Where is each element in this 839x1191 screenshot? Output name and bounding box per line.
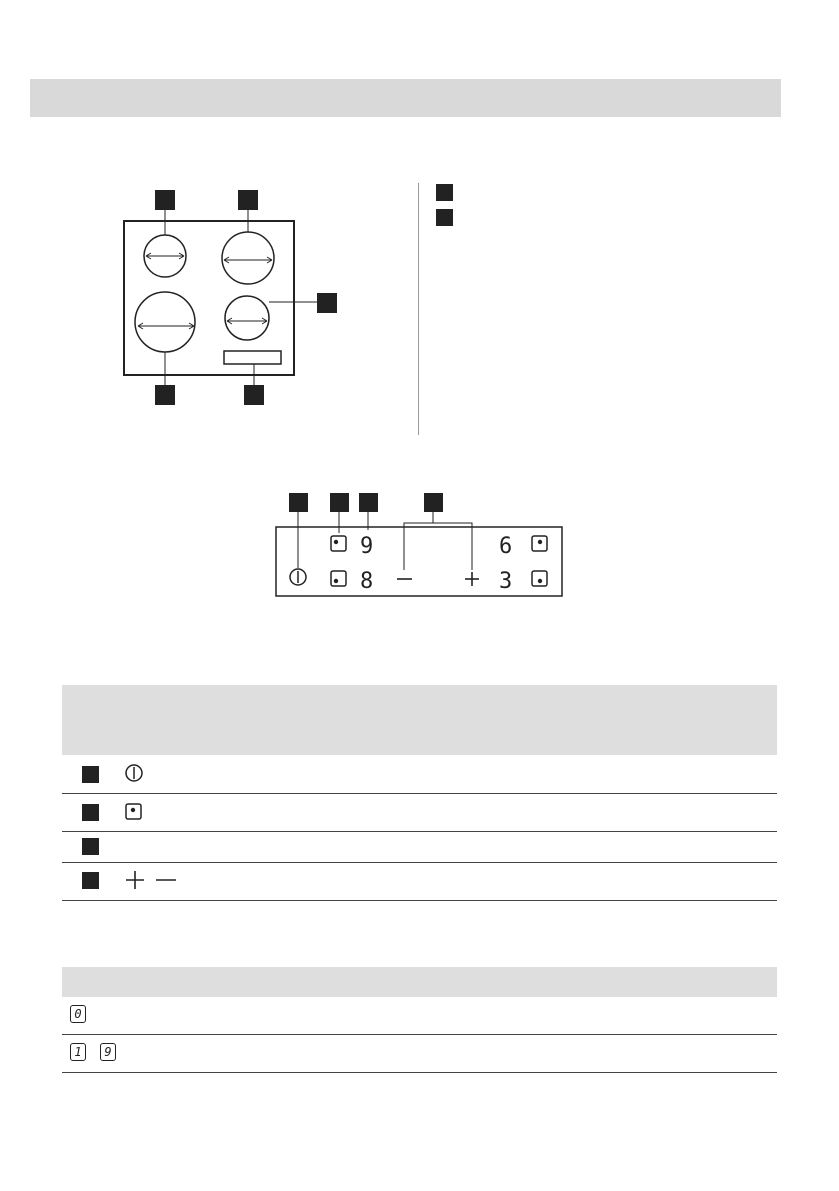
- plus-minus-icons: [124, 869, 184, 891]
- callout-marker: [155, 190, 175, 210]
- callout-marker: [317, 293, 337, 313]
- table-row: [62, 755, 777, 794]
- callout-marker: [330, 493, 349, 512]
- control-panel-outline: [224, 351, 281, 364]
- table-header: [62, 685, 777, 755]
- on-off-icon: [124, 763, 144, 783]
- row-marker: [82, 804, 99, 821]
- cooking-zone-small: [225, 296, 318, 340]
- row-marker: [82, 872, 99, 889]
- table-header: [62, 967, 777, 997]
- section-header-bar: [30, 79, 781, 117]
- plus-icon: [465, 572, 479, 586]
- legend-marker: [436, 209, 453, 226]
- display-table: [62, 967, 777, 1075]
- display-digit: 9: [360, 534, 374, 559]
- display-digit-icon: 9: [100, 1043, 116, 1061]
- row-marker: [82, 838, 99, 855]
- control-panel-diagram: [270, 490, 570, 602]
- hob-layout-diagram: [110, 185, 350, 410]
- legend-marker: [436, 184, 453, 201]
- callout-marker: [424, 493, 443, 512]
- table-row: [62, 831, 777, 863]
- cooking-zone-front-left: [144, 205, 186, 277]
- callout-marker: [155, 385, 175, 405]
- hob-zone-button: [532, 571, 547, 586]
- display-digit-icon: 1: [70, 1043, 86, 1061]
- row-marker: [82, 766, 99, 783]
- hob-zone-button: [532, 536, 547, 551]
- on-off-icon: [290, 569, 306, 585]
- function-table: [62, 685, 777, 901]
- table-row: [62, 793, 777, 832]
- table-row: [62, 997, 777, 1035]
- table-row: [62, 1034, 777, 1073]
- panel-outline: [276, 527, 562, 596]
- hob-zone-button: [331, 536, 346, 551]
- cooking-zone-large: [135, 292, 195, 388]
- hob-zone-button: [331, 571, 346, 586]
- cooking-zone-rear-right: [222, 205, 274, 284]
- column-divider: [418, 183, 419, 435]
- callout-marker: [238, 190, 258, 210]
- display-digit: 3: [499, 569, 513, 594]
- hob-outline: [124, 221, 294, 375]
- display-digit: 8: [360, 569, 374, 594]
- callout-marker: [289, 493, 308, 512]
- display-digit: 6: [499, 534, 513, 559]
- callout-marker: [244, 385, 264, 405]
- table-row: [62, 862, 777, 901]
- callout-marker: [359, 493, 378, 512]
- hob-zone-icon: [124, 802, 144, 822]
- display-digit-icon: 0: [70, 1005, 86, 1023]
